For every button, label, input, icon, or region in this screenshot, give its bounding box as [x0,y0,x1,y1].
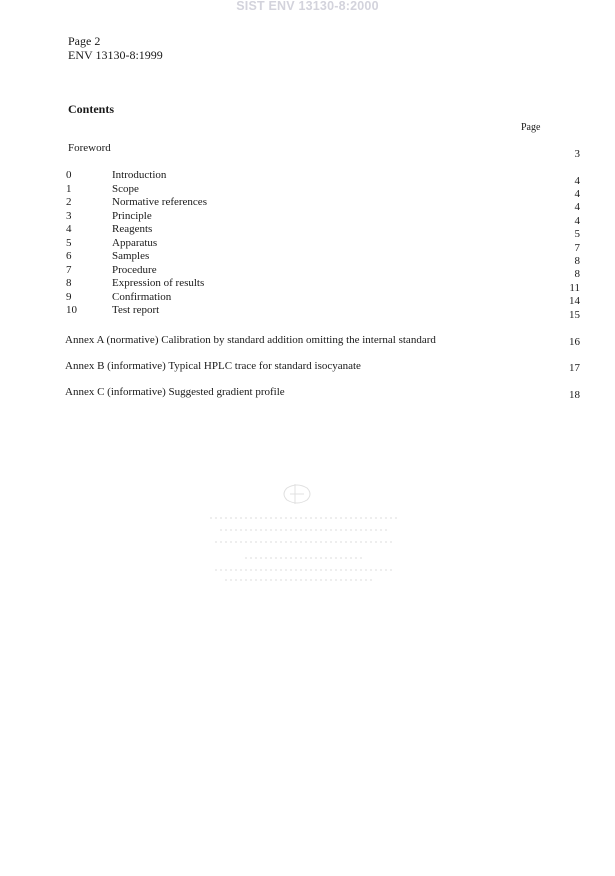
toc-clause-page: 15 [569,309,580,321]
toc-clause-number: 6 [66,250,72,262]
toc-clause-page: 8 [574,255,580,267]
toc-clause-number: 5 [66,237,72,249]
toc-clause-title: Introduction [112,169,167,181]
toc-annex-title: Annex A (normative) Calibration by standard addition omitting the internal standard [65,334,436,346]
toc-foreword: Foreword [68,142,111,154]
toc-clause-page: 7 [574,242,580,254]
toc-clause-title: Samples [112,250,150,262]
toc-annex-title: Annex C (informative) Suggested gradient profile [65,386,285,398]
watermark: SIST ENV 13130-8:2000 [236,0,379,13]
toc-clause-title: Scope [112,183,139,195]
toc-annex-title: Annex B (informative) Typical HPLC trace for standard isocyanate [65,360,361,372]
toc-clause-title: Test report [112,304,160,316]
toc-clause-number: 10 [66,304,77,316]
toc-annex-page: 17 [569,362,580,374]
toc-clause-page: 5 [574,228,580,240]
toc-clause-number: 7 [66,264,72,276]
toc-annex-page: 18 [569,389,580,401]
toc-clause-page: 4 [574,201,580,213]
toc-clause-title: Normative references [112,196,207,208]
toc-clause-number: 8 [66,277,72,289]
toc-clause-title: Principle [112,210,152,222]
contents-title: Contents [68,102,115,116]
toc-clause-page: 4 [574,175,580,187]
document-id: ENV 13130-8:1999 [68,48,163,62]
toc-clause-title: Procedure [112,264,157,276]
toc-annex-page: 16 [569,336,580,348]
toc-clause-title: Apparatus [112,237,158,249]
page-number: Page 2 [68,34,101,48]
page-column-label: Page [521,122,541,133]
toc-clause-title: Expression of results [112,277,205,289]
toc-clause-number: 1 [66,183,72,195]
toc-foreword-page: 3 [574,148,580,160]
toc-clause-number: 0 [66,169,72,181]
toc-clause-number: 3 [66,210,72,222]
toc-clause-page: 14 [569,295,580,307]
faded-stamp [205,480,405,610]
toc-clause-number: 4 [66,223,72,235]
toc-clause-title: Reagents [112,223,153,235]
toc-clause-page: 4 [574,215,580,227]
toc-clause-number: 2 [66,196,72,208]
toc-clause-page: 8 [574,268,580,280]
toc-clause-title: Confirmation [112,291,172,303]
toc-clause-number: 9 [66,291,72,303]
toc-clause-page: 11 [569,282,580,294]
toc-clause-page: 4 [574,188,580,200]
